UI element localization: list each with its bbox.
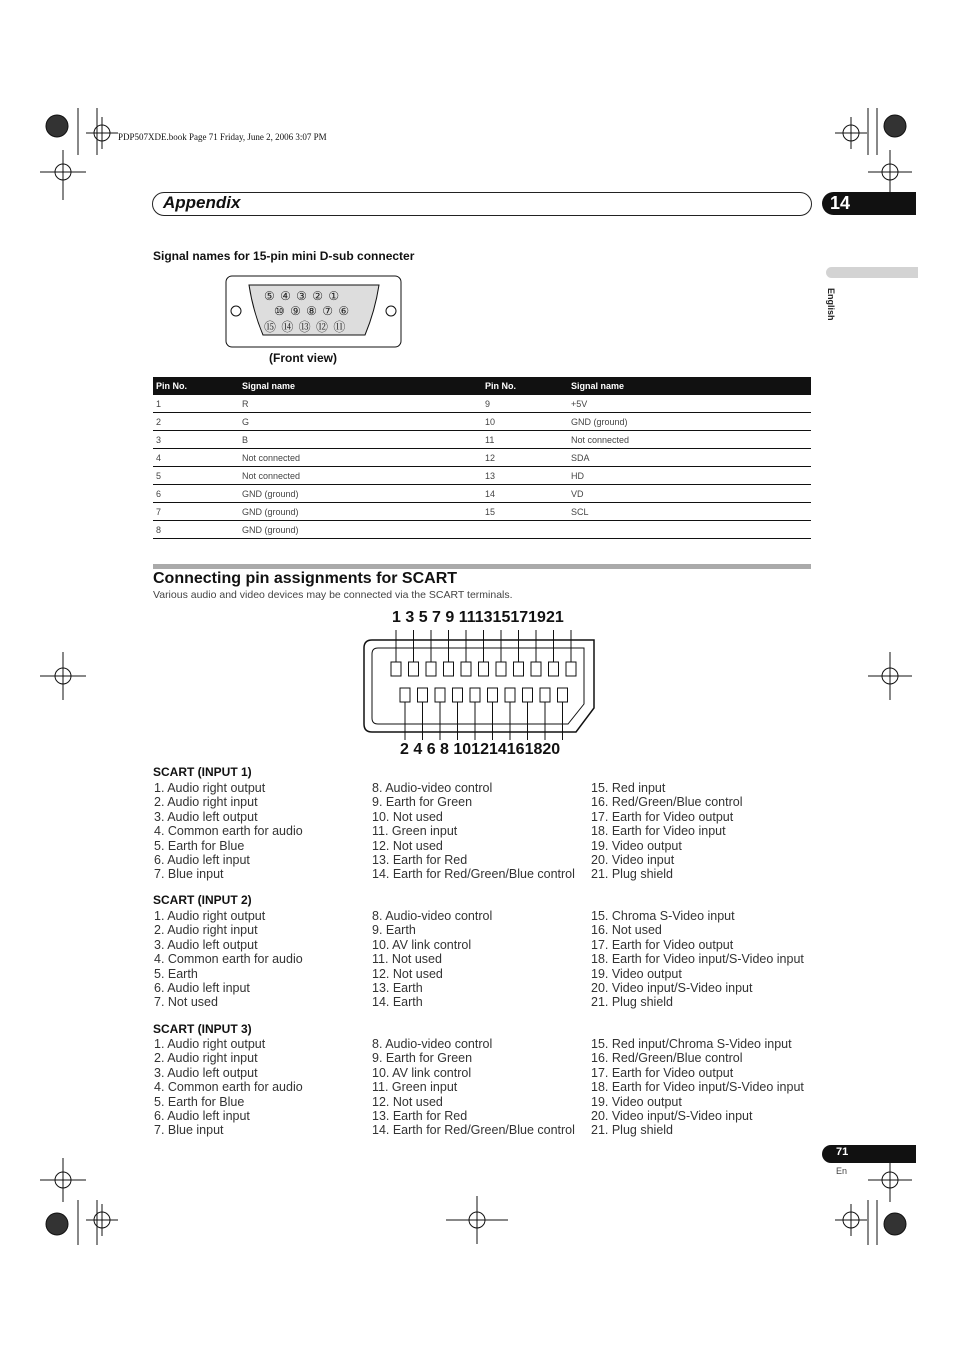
table-cell: GND (ground) [568, 413, 811, 431]
page-number: 71 [836, 1146, 849, 1158]
list-item: 21. Plug shield [591, 995, 674, 1010]
list-item: 13. Earth for Red [372, 1109, 468, 1124]
list-item: 16. Red/Green/Blue control [591, 795, 743, 810]
dsub-row-2: ⑩ ⑨ ⑧ ⑦ ⑥ [274, 304, 350, 318]
table-cell: G [239, 413, 482, 431]
list-item: 4. Common earth for audio [154, 824, 303, 839]
list-item: 12. Not used [372, 966, 443, 981]
list-item: 20. Video input [591, 853, 675, 868]
list-item: 9. Earth [372, 923, 416, 938]
list-item: 8. Audio-video control [372, 1037, 493, 1051]
list-item: 11. Green input [372, 824, 458, 839]
table-row [153, 521, 811, 539]
list-item: 7. Blue input [154, 867, 224, 882]
list-item: 7. Not used [154, 995, 218, 1010]
page-title: Appendix [163, 193, 241, 212]
list-item: 17. Earth for Video output [591, 937, 734, 952]
table-cell [568, 521, 811, 539]
table-row [153, 395, 811, 413]
table-cell: 5 [153, 467, 239, 485]
table-cell: 9 [482, 395, 568, 413]
list-item: 19. Video output [591, 838, 682, 853]
list-item: 5. Earth [154, 966, 198, 981]
list-item: 10. AV link control [372, 1065, 472, 1080]
list-item: 14. Earth for Red/Green/Blue control [372, 867, 575, 882]
table-cell: 1 [153, 395, 239, 413]
header-bar [152, 192, 812, 216]
scart-input-3-col-1 [154, 1037, 303, 1138]
table-cell: 11 [482, 431, 568, 449]
list-item: 6. Audio left input [154, 1109, 250, 1124]
list-item: 1. Audio right output [154, 1037, 266, 1051]
scart-odd-pin-labels: 1 3 5 7 9 111315171921 [392, 609, 564, 626]
scart-input-2-title: SCART (INPUT 2) [153, 893, 252, 907]
table-cell: B [239, 431, 482, 449]
header-signal-name: Signal name [239, 377, 482, 395]
scart-input-1-col-3 [591, 781, 742, 882]
scart-input-1-col-2 [372, 781, 575, 882]
dsub-row-3: ⑮ ⑭ ⑬ ⑫ ⑪ [264, 320, 346, 334]
table-cell: 4 [153, 449, 239, 467]
list-item: 15. Red input [591, 781, 666, 795]
language-label: English [826, 288, 836, 321]
list-item: 3. Audio left output [154, 937, 258, 952]
scart-input-1-title: SCART (INPUT 1) [153, 765, 252, 779]
list-item: 20. Video input/S-Video input [591, 1109, 753, 1124]
table-cell: SCL [568, 503, 811, 521]
chapter-number: 14 [830, 193, 851, 213]
list-item: 19. Video output [591, 966, 682, 981]
pin-table [153, 377, 811, 539]
list-item: 9. Earth for Green [372, 1051, 473, 1066]
list-item: 10. AV link control [372, 937, 472, 952]
list-item: 6. Audio left input [154, 981, 250, 996]
table-cell: +5V [568, 395, 811, 413]
table-row [153, 503, 811, 521]
header-signal-name: Signal name [568, 377, 811, 395]
table-cell: GND (ground) [239, 503, 482, 521]
scart-input-3-col-2 [372, 1037, 575, 1138]
table-row [153, 431, 811, 449]
list-item: 12. Not used [372, 1094, 443, 1109]
table-cell: 12 [482, 449, 568, 467]
list-item: 1. Audio right output [154, 781, 266, 795]
list-item: 11. Not used [372, 952, 442, 967]
section-divider [153, 564, 811, 569]
scart-input-2-col-1 [154, 909, 303, 1010]
list-item: 15. Red input/Chroma S-Video input [591, 1037, 792, 1051]
list-item: 5. Earth for Blue [154, 838, 245, 853]
table-cell: GND (ground) [239, 521, 482, 539]
list-item: 14. Earth [372, 995, 423, 1010]
table-cell: 7 [153, 503, 239, 521]
table-cell: 3 [153, 431, 239, 449]
language-tab [826, 267, 918, 278]
list-item: 21. Plug shield [591, 867, 674, 882]
table-cell: 2 [153, 413, 239, 431]
list-item: 10. Not used [372, 809, 443, 824]
table-cell: HD [568, 467, 811, 485]
table-cell: GND (ground) [239, 485, 482, 503]
list-item: 3. Audio left output [154, 809, 258, 824]
scart-section-title: Connecting pin assignments for SCART [153, 570, 458, 587]
pin-table-header [153, 377, 811, 395]
list-item: 14. Earth for Red/Green/Blue control [372, 1123, 575, 1138]
list-item: 6. Audio left input [154, 853, 250, 868]
table-cell: SDA [568, 449, 811, 467]
list-item: 12. Not used [372, 838, 443, 853]
list-item: 4. Common earth for audio [154, 1080, 303, 1095]
list-item: 8. Audio-video control [372, 909, 493, 923]
list-item: 13. Earth [372, 981, 423, 996]
list-item: 19. Video output [591, 1094, 682, 1109]
list-item: 9. Earth for Green [372, 795, 473, 810]
list-item: 7. Blue input [154, 1123, 224, 1138]
list-item: 2. Audio right input [154, 923, 258, 938]
list-item: 20. Video input/S-Video input [591, 981, 753, 996]
scart-input-2-col-3 [591, 909, 804, 1010]
list-item: 2. Audio right input [154, 1051, 258, 1066]
table-row [153, 485, 811, 503]
scart-section-intro: Various audio and video devices may be connected via the SCART terminals. [153, 589, 513, 601]
scart-input-3-title: SCART (INPUT 3) [153, 1022, 252, 1036]
scart-input-1-col-1 [154, 781, 303, 882]
list-item: 13. Earth for Red [372, 853, 468, 868]
book-info-line: PDP507XDE.book Page 71 Friday, June 2, 2006 3:07 PM [118, 132, 327, 142]
front-view-caption: (Front view) [269, 351, 337, 365]
table-row [153, 413, 811, 431]
scart-input-2-col-2 [372, 909, 492, 1010]
list-item: 4. Common earth for audio [154, 952, 303, 967]
page-number-badge [822, 1145, 916, 1163]
header-pin-no: Pin No. [153, 377, 239, 395]
table-cell [482, 521, 568, 539]
list-item: 11. Green input [372, 1080, 458, 1095]
list-item: 16. Red/Green/Blue control [591, 1051, 743, 1066]
dsub-heading: Signal names for 15-pin mini D-sub connecter [153, 249, 415, 263]
list-item: 18. Earth for Video input [591, 824, 726, 839]
table-cell: VD [568, 485, 811, 503]
table-cell: 10 [482, 413, 568, 431]
chapter-badge [822, 192, 916, 215]
list-item: 15. Chroma S-Video input [591, 909, 735, 923]
scart-connector-diagram [362, 630, 602, 740]
scart-input-3-col-3 [591, 1037, 804, 1138]
list-item: 18. Earth for Video input/S-Video input [591, 952, 804, 967]
table-row [153, 467, 811, 485]
list-item: 17. Earth for Video output [591, 809, 734, 824]
list-item: 8. Audio-video control [372, 781, 493, 795]
table-cell: R [239, 395, 482, 413]
table-cell: Not connected [568, 431, 811, 449]
table-cell: Not connected [239, 467, 482, 485]
table-cell: Not connected [239, 449, 482, 467]
list-item: 17. Earth for Video output [591, 1065, 734, 1080]
list-item: 2. Audio right input [154, 795, 258, 810]
table-cell: 15 [482, 503, 568, 521]
table-cell: 8 [153, 521, 239, 539]
dsub-row-1: ⑤ ④ ③ ② ① [264, 289, 340, 303]
table-cell: 14 [482, 485, 568, 503]
list-item: 3. Audio left output [154, 1065, 258, 1080]
table-cell: 6 [153, 485, 239, 503]
table-row [153, 449, 811, 467]
list-item: 1. Audio right output [154, 909, 266, 923]
table-cell: 13 [482, 467, 568, 485]
header-pin-no: Pin No. [482, 377, 568, 395]
scart-even-pin-labels: 2 4 6 8 101214161820 [400, 741, 561, 758]
list-item: 16. Not used [591, 923, 662, 938]
page-language-code: En [836, 1166, 848, 1176]
list-item: 18. Earth for Video input/S-Video input [591, 1080, 804, 1095]
list-item: 21. Plug shield [591, 1123, 674, 1138]
list-item: 5. Earth for Blue [154, 1094, 245, 1109]
